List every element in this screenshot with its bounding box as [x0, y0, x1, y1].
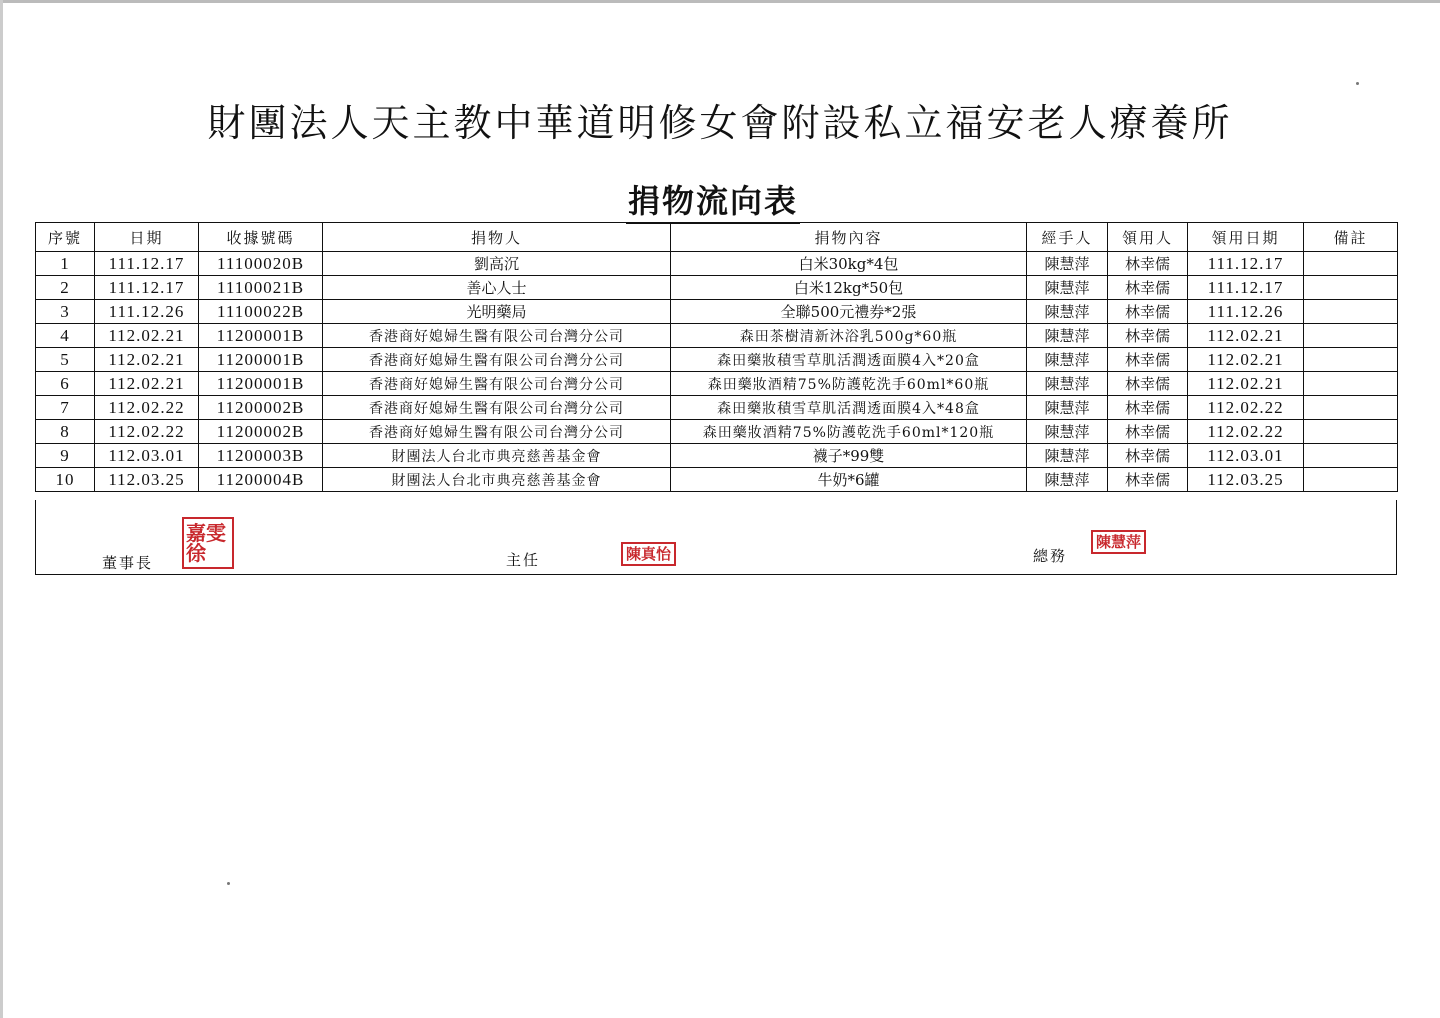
- cell-no: 8: [36, 420, 95, 444]
- cell-note: [1304, 252, 1398, 276]
- cell-donor: 善心人士: [323, 276, 671, 300]
- table-row: [36, 444, 1398, 468]
- scan-speck: [227, 882, 230, 885]
- cell-donor: 香港商好媳婦生醫有限公司台灣分公司: [323, 348, 671, 372]
- cell-no: 2: [36, 276, 95, 300]
- document-title-text: 捐物流向表: [626, 182, 800, 224]
- cell-recipient: 林幸儒: [1108, 396, 1188, 420]
- chairman-seal: 嘉雯徐: [182, 517, 234, 569]
- cell-receive-date: 112.02.21: [1188, 324, 1304, 348]
- table-row: [36, 252, 1398, 276]
- cell-date: 111.12.17: [95, 252, 199, 276]
- cell-donor: 劉高沉: [323, 252, 671, 276]
- donation-table: [35, 222, 1398, 492]
- cell-date: 112.03.01: [95, 444, 199, 468]
- cell-recipient: 林幸儒: [1108, 444, 1188, 468]
- cell-no: 7: [36, 396, 95, 420]
- cell-date: 112.02.22: [95, 396, 199, 420]
- cell-content: 襪子*99雙: [671, 444, 1027, 468]
- cell-handler: 陳慧萍: [1027, 324, 1108, 348]
- table-row: [36, 348, 1398, 372]
- director-seal: 陳真怡: [621, 542, 676, 566]
- cell-recipient: 林幸儒: [1108, 324, 1188, 348]
- cell-handler: 陳慧萍: [1027, 420, 1108, 444]
- cell-content: 白米30kg*4包: [671, 252, 1027, 276]
- cell-recipient: 林幸儒: [1108, 276, 1188, 300]
- cell-receipt: 11200001B: [199, 324, 323, 348]
- chairman-label: 董事長: [102, 554, 154, 572]
- col-header-receive-date: 領用日期: [1188, 223, 1304, 252]
- cell-handler: 陳慧萍: [1027, 252, 1108, 276]
- cell-no: 9: [36, 444, 95, 468]
- cell-donor: 光明藥局: [323, 300, 671, 324]
- table-row: [36, 396, 1398, 420]
- col-header-receipt: 收據號碼: [199, 223, 323, 252]
- cell-no: 3: [36, 300, 95, 324]
- cell-receive-date: 111.12.17: [1188, 276, 1304, 300]
- cell-receive-date: 112.02.21: [1188, 348, 1304, 372]
- general-affairs-label: 總務: [1033, 547, 1068, 565]
- cell-receipt: 11200003B: [199, 444, 323, 468]
- cell-no: 4: [36, 324, 95, 348]
- cell-receipt: 11100021B: [199, 276, 323, 300]
- cell-date: 112.02.21: [95, 324, 199, 348]
- scan-edge-top: [0, 0, 1440, 3]
- cell-donor: 香港商好媳婦生醫有限公司台灣分公司: [323, 372, 671, 396]
- cell-receive-date: 112.03.01: [1188, 444, 1304, 468]
- cell-recipient: 林幸儒: [1108, 300, 1188, 324]
- cell-receive-date: 112.03.25: [1188, 468, 1304, 492]
- cell-note: [1304, 420, 1398, 444]
- cell-date: 111.12.26: [95, 300, 199, 324]
- cell-donor: 財團法人台北市典亮慈善基金會: [323, 468, 671, 492]
- general-affairs-seal: 陳慧萍: [1091, 530, 1146, 554]
- cell-no: 1: [36, 252, 95, 276]
- cell-receive-date: 112.02.22: [1188, 396, 1304, 420]
- cell-receive-date: 112.02.21: [1188, 372, 1304, 396]
- cell-content: 森田茶樹清新沐浴乳500g*60瓶: [671, 324, 1027, 348]
- col-header-donor: 捐物人: [323, 223, 671, 252]
- cell-recipient: 林幸儒: [1108, 372, 1188, 396]
- col-header-no: 序號: [36, 223, 95, 252]
- cell-donor: 香港商好媳婦生醫有限公司台灣分公司: [323, 396, 671, 420]
- cell-no: 5: [36, 348, 95, 372]
- cell-handler: 陳慧萍: [1027, 348, 1108, 372]
- cell-note: [1304, 444, 1398, 468]
- cell-receive-date: 111.12.26: [1188, 300, 1304, 324]
- cell-content: 森田藥妝酒精75%防護乾洗手60ml*120瓶: [671, 420, 1027, 444]
- cell-donor: 香港商好媳婦生醫有限公司台灣分公司: [323, 420, 671, 444]
- cell-content: 森田藥妝酒精75%防護乾洗手60ml*60瓶: [671, 372, 1027, 396]
- cell-note: [1304, 372, 1398, 396]
- cell-donor: 財團法人台北市典亮慈善基金會: [323, 444, 671, 468]
- cell-handler: 陳慧萍: [1027, 300, 1108, 324]
- cell-date: 112.02.21: [95, 348, 199, 372]
- cell-receipt: 11100022B: [199, 300, 323, 324]
- organization-name: 財團法人天主教中華道明修女會附設私立福安老人療養所: [207, 101, 1233, 145]
- cell-handler: 陳慧萍: [1027, 276, 1108, 300]
- cell-receive-date: 112.02.22: [1188, 420, 1304, 444]
- cell-note: [1304, 324, 1398, 348]
- col-header-date: 日期: [95, 223, 199, 252]
- cell-date: 112.03.25: [95, 468, 199, 492]
- cell-note: [1304, 396, 1398, 420]
- table-row: [36, 372, 1398, 396]
- signature-area: [35, 500, 1397, 575]
- table-row: [36, 324, 1398, 348]
- col-header-content: 捐物內容: [671, 223, 1027, 252]
- document-title: [0, 176, 1426, 222]
- table-row: [36, 300, 1398, 324]
- cell-content: 森田藥妝積雪草肌活潤透面膜4入*20盒: [671, 348, 1027, 372]
- cell-content: 森田藥妝積雪草肌活潤透面膜4入*48盒: [671, 396, 1027, 420]
- cell-handler: 陳慧萍: [1027, 468, 1108, 492]
- cell-no: 10: [36, 468, 95, 492]
- cell-content: 全聯500元禮券*2張: [671, 300, 1027, 324]
- cell-donor: 香港商好媳婦生醫有限公司台灣分公司: [323, 324, 671, 348]
- cell-note: [1304, 276, 1398, 300]
- cell-content: 牛奶*6罐: [671, 468, 1027, 492]
- cell-handler: 陳慧萍: [1027, 444, 1108, 468]
- cell-handler: 陳慧萍: [1027, 372, 1108, 396]
- cell-receive-date: 111.12.17: [1188, 252, 1304, 276]
- cell-receipt: 11200001B: [199, 372, 323, 396]
- cell-recipient: 林幸儒: [1108, 348, 1188, 372]
- col-header-handler: 經手人: [1027, 223, 1108, 252]
- director-label: 主任: [506, 551, 541, 569]
- cell-receipt: 11100020B: [199, 252, 323, 276]
- cell-recipient: 林幸儒: [1108, 468, 1188, 492]
- table-row: [36, 420, 1398, 444]
- table-row: [36, 468, 1398, 492]
- cell-receipt: 11200004B: [199, 468, 323, 492]
- cell-date: 111.12.17: [95, 276, 199, 300]
- table-row: [36, 276, 1398, 300]
- cell-date: 112.02.22: [95, 420, 199, 444]
- scan-speck: [1356, 82, 1359, 85]
- col-header-note: 備註: [1304, 223, 1398, 252]
- cell-date: 112.02.21: [95, 372, 199, 396]
- cell-receipt: 11200002B: [199, 396, 323, 420]
- cell-recipient: 林幸儒: [1108, 252, 1188, 276]
- col-header-recipient: 領用人: [1108, 223, 1188, 252]
- cell-receipt: 11200002B: [199, 420, 323, 444]
- cell-content: 白米12kg*50包: [671, 276, 1027, 300]
- cell-recipient: 林幸儒: [1108, 420, 1188, 444]
- cell-handler: 陳慧萍: [1027, 396, 1108, 420]
- scan-edge-left: [0, 0, 3, 1018]
- cell-note: [1304, 348, 1398, 372]
- cell-note: [1304, 300, 1398, 324]
- cell-no: 6: [36, 372, 95, 396]
- table-header-row: [36, 223, 1398, 252]
- cell-note: [1304, 468, 1398, 492]
- cell-receipt: 11200001B: [199, 348, 323, 372]
